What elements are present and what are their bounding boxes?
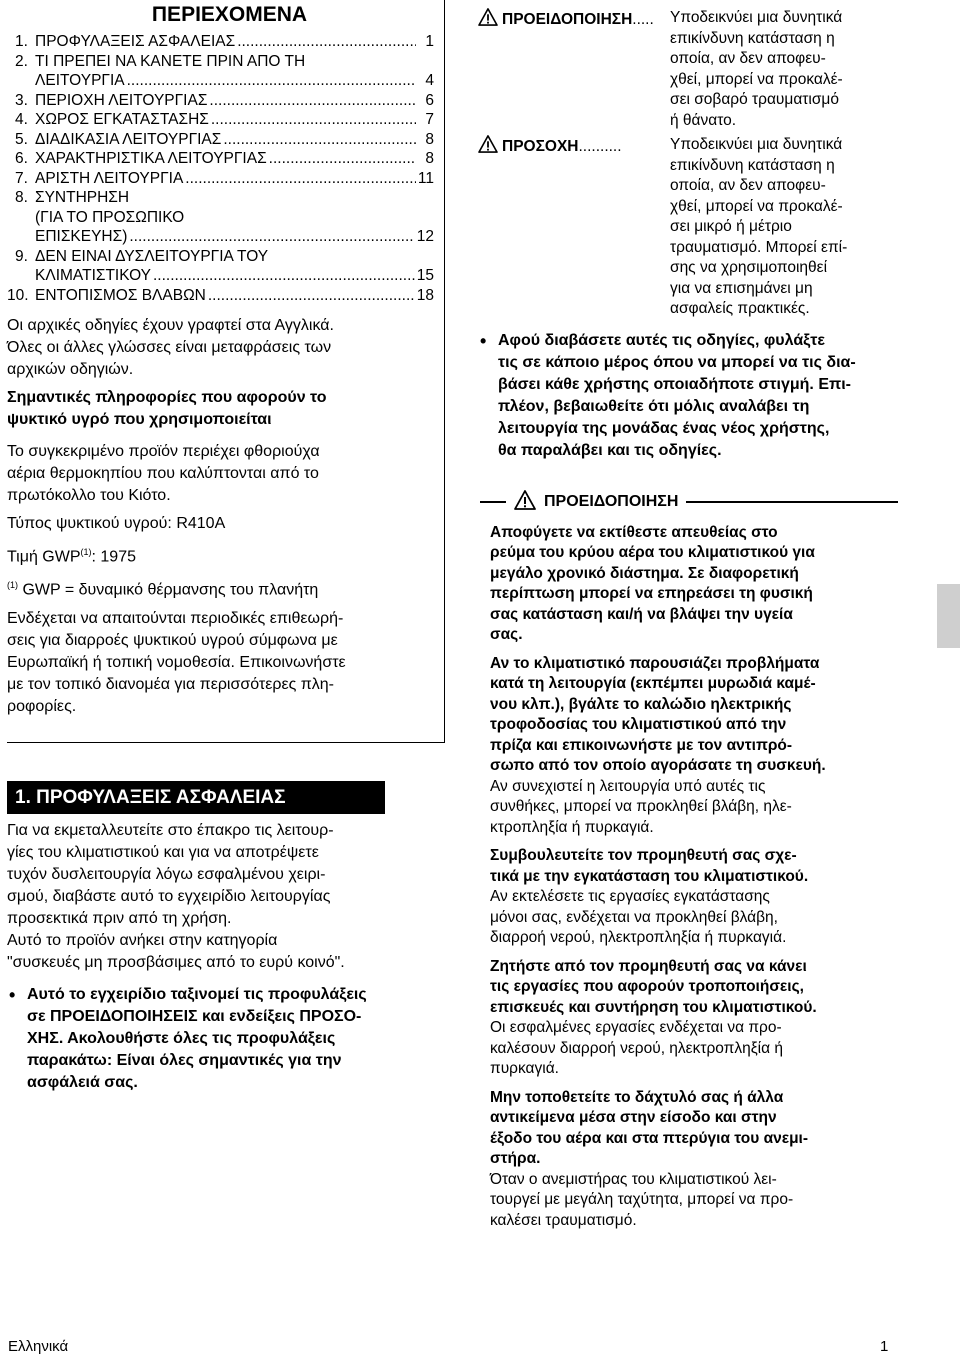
toc-item-page: 18 (416, 286, 434, 304)
toc-item-title: ΚΛΙΜΑΤΙΣΤΙΚΟΥ (35, 267, 151, 284)
text-line: ασφάλειά σας. (27, 1073, 138, 1091)
text-line: σει μικρό ή μέτριο (670, 218, 792, 235)
definition-term (478, 8, 654, 33)
toc-item-page: 7 (425, 111, 434, 128)
text-line: σωπο από τον οποίο αγοράσατε τη συσκευή. (490, 757, 826, 774)
toc-item[interactable] (7, 188, 434, 247)
toc-item-page: 4 (425, 72, 434, 89)
text-line: επικίνδυνη κατάσταση η (670, 156, 835, 174)
warning-header (480, 490, 898, 515)
text-line: τροφοδοσίας του κλιματιστικού από την (490, 716, 787, 733)
warning-triangle-icon (478, 135, 498, 160)
toc-item-page: 8 (425, 150, 434, 167)
text-line: συνθήκες, μπορεί να προκληθεί βλάβη, ηλε- (490, 798, 792, 815)
warning-triangle-icon (478, 8, 498, 33)
toc-item-page: 8 (425, 130, 434, 148)
text-line: ΧΗΣ. Ακολουθήστε όλες τις προφυλάξεις (27, 1029, 336, 1047)
toc-item-title: ΠΡΟΦΥΛΑΞΕΙΣ ΑΣΦΑΛΕΙΑΣ (35, 33, 236, 50)
text-line: έξοδο του αέρα και στα πτερύγια του ανεμι- (490, 1129, 809, 1147)
gwp-footnote: $^{(1)}$ GWP = δυναμικό θέρμανσης του πλανήτη (7, 580, 319, 599)
text-line: τυχόν δυσλειτουργία λόγω εσφαλμένου χειρι- (7, 865, 326, 883)
text-line: οποία, αν δεν αποφευ- (670, 50, 826, 67)
text-line: επικίνδυνη κατάσταση η (670, 29, 835, 47)
warning-triangle-icon (514, 490, 536, 515)
text-line: λειτουργία της μονάδας ένας νέος χρήστης, (498, 419, 830, 437)
toc-item-title: ΠΕΡΙΟΧΗ ΛΕΙΤΟΥΡΓΙΑΣ (35, 91, 208, 109)
toc-item-title: (ΓΙΑ ΤΟ ΠΡΟΣΩΠΙΚΟ (35, 208, 185, 226)
toc-item[interactable] (7, 130, 434, 150)
text-line: Συμβουλευτείτε τον προμηθευτή σας σχε- (490, 847, 797, 864)
text-line: επισκευές και συντήρηση του κλιματιστικού. (490, 998, 817, 1016)
text-line: σμού, διαβάστε αυτό το εγχειρίδιο λειτουργίας (7, 887, 331, 905)
toc-item-title: ΧΑΡΑΚΤΗΡΙΣΤΙΚΑ ΛΕΙΤΟΥΡΓΙΑΣ (35, 150, 267, 167)
text-line: τις σε κάποιο μέρος όπου να μπορεί να τις δια- (498, 353, 856, 371)
warning-paragraph (478, 846, 898, 887)
toc-item-page: 1 (425, 33, 434, 50)
text-line: θα παραλάβει και τις οδηγίες. (498, 441, 722, 459)
text-line: τουργεί με μεγάλη ταχύτητα, μπορεί να προ- (490, 1191, 794, 1208)
text-line: προσεκτικά πριν από τη χρήση. (7, 909, 232, 927)
text-line: τις εργασίες που αφορούν τροποποιήσεις, (490, 978, 804, 995)
toc-item-number: 1. (15, 33, 28, 50)
text-line: καλέσουν διαρροή νερού, ηλεκτροπληξία ή (490, 1039, 784, 1057)
text-line: μόνοι σας, ενδέχεται να προκληθεί βλάβη, (490, 908, 778, 926)
warning-paragraph (478, 1018, 898, 1080)
toc-item-number: 6. (15, 150, 28, 167)
warning-paragraph (478, 1170, 898, 1232)
toc-item-title: ΛΕΙΤΟΥΡΓΙΑ (35, 72, 125, 89)
warning-paragraph (478, 654, 898, 777)
definition-leader-dots: ..... (632, 11, 654, 28)
toc-item-number: 3. (15, 91, 28, 109)
definition-term-label: ΠΡΟΕΙΔΟΠΟΙΗΣΗ (502, 11, 633, 28)
text-line: μεγάλο χρονικό διάστημα. Σε διαφορετική (490, 564, 799, 582)
toc-item-page: 6 (425, 91, 434, 109)
toc-item-number: 5. (15, 130, 28, 148)
text-line: "συσκευές μη προσβάσιμες από το ευρύ κοινό". (7, 953, 345, 971)
text-line: οποία, αν δεν αποφευ- (670, 177, 826, 194)
footer-page-number: 1 (880, 1338, 889, 1355)
text-line: κατά τη λειτουργία (εκπέμπει μυρωδιά καμέ- (490, 675, 816, 692)
text-line: Ευρωπαϊκή ή τοπική νομοθεσία. Επικοινωνήστε (7, 653, 346, 671)
text-line: • Αφού διαβάσετε αυτές τις οδηγίες, φυλάξτε (498, 331, 826, 349)
greenhouse-gases-note (7, 441, 434, 507)
toc-item[interactable] (7, 52, 434, 91)
toc-item[interactable] (7, 110, 434, 130)
languages-note (7, 315, 434, 381)
text-line: Ζητήστε από τον προμηθευτή σας να κάνει (490, 957, 807, 975)
toc-item-title: ΑΡΙΣΤΗ ΛΕΙΤΟΥΡΓΙΑ (35, 169, 184, 187)
toc-item[interactable] (7, 247, 434, 286)
text-line: πλέον, βεβαιωθείτε ότι μόλις αναλάβει τη (498, 397, 810, 415)
definitions (478, 8, 898, 320)
toc-item-title: ΤΙ ΠΡΕΠΕΙ ΝΑ ΚΑΝΕΤΕ ΠΡΙΝ ΑΠΟ ΤΗ (35, 52, 306, 70)
keep-instructions-bullet (478, 330, 898, 462)
text-line: παρακάτω: Είναι όλες σημαντικές για την (27, 1051, 342, 1069)
warning-paragraph (478, 1088, 898, 1170)
text-line: Αποφύγετε να εκτίθεστε απευθείας στο (490, 523, 778, 541)
text-line: • Αυτό το εγχειρίδιο ταξινομεί τις προφυλάξεις (27, 985, 367, 1003)
side-tab-marker (937, 584, 960, 648)
text-line: νου κλπ.), βγάλτε το καλώδιο ηλεκτρικής (490, 695, 792, 713)
text-line: Οι εσφαλμένες εργασίες ενδέχεται να προ- (490, 1019, 782, 1036)
text-line: ρεύμα του κρύου αέρα του κλιματιστικού για (490, 544, 815, 561)
text-line: Όλες οι άλλες γλώσσες είναι μεταφράσεις των (7, 339, 332, 356)
warning-paragraphs (478, 523, 898, 1232)
text-line: σας. (490, 626, 523, 643)
definition-entry (478, 135, 898, 320)
text-line: Για να εκμεταλλευτείτε στο έπακρο τις λειτουρ- (7, 821, 334, 839)
text-line: χθεί, μπορεί να προκαλέ- (670, 197, 843, 215)
definition-body (478, 135, 898, 320)
toc-item-number: 8. (15, 189, 28, 206)
definition-term-label: ΠΡΟΣΟΧΗ (502, 138, 579, 155)
inspections-note (7, 608, 434, 718)
toc-item-title: ΣΥΝΤΗΡΗΣΗ (35, 189, 130, 206)
text-line: Οι αρχικές οδηγίες έχουν γραφτεί στα Αγγλικά. (7, 317, 334, 334)
text-line: Μην τοποθετείτε το δάχτυλό σας ή άλλα (490, 1088, 784, 1106)
toc-item-page: 12 (416, 228, 434, 245)
toc-item[interactable] (7, 149, 434, 169)
text-line: Υποδεικνύει μια δυνητικά (670, 136, 843, 153)
contents-box (7, 0, 445, 743)
text-line: Το συγκεκριμένο προϊόν περιέχει φθοριούχα (7, 443, 320, 460)
text-line: περίπτωση μπορεί να επηρεάσει τη φυσική (490, 585, 813, 602)
text-line: αέρια θερμοκηπίου που καλύπτονται από το (7, 465, 319, 482)
section-1-intro (7, 820, 445, 974)
footer-language: Ελληνικά (8, 1338, 69, 1355)
left-column (7, 0, 445, 1094)
text-line: ασφαλείς πρακτικές. (670, 300, 810, 317)
definition-leader-dots: .......... (578, 138, 622, 155)
gwp-value: Τιμή GWP$^{(1)}$: 1975 (7, 547, 136, 566)
text-line: Ενδέχεται να απαιτούνται περιοδικές επιθεωρή- (7, 609, 344, 627)
toc-list (7, 32, 434, 305)
warning-paragraph (478, 957, 898, 1019)
text-line: πρίζα και επικοινωνήστε με τον αντιπρό- (490, 736, 793, 754)
text-line: πυρκαγιά. (490, 1060, 559, 1077)
text-line: ροφορίες. (7, 697, 77, 715)
toc-item-title: ΕΠΙΣΚΕΥΗΣ) (35, 228, 128, 245)
text-line: Όταν ο ανεμιστήρας του κλιματιστικού λει- (490, 1170, 777, 1188)
toc-item-title: ΔΕΝ ΕΙΝΑΙ ΔΥΣΛΕΙΤΟΥΡΓΙΑ ΤΟΥ (35, 247, 269, 265)
warning-paragraph (478, 523, 898, 646)
toc-item[interactable] (7, 32, 434, 52)
definition-entry (478, 8, 898, 131)
text-line: Αυτό το προϊόν ανήκει στην κατηγορία (7, 931, 278, 949)
toc-title: ΠΕΡΙΕΧΟΜΕΝΑ (151, 3, 308, 26)
text-line: αρχικών οδηγιών. (7, 361, 134, 378)
text-line: Σημαντικές πληροφορίες που αφορούν το (7, 389, 327, 406)
right-column (478, 0, 898, 1231)
text-line: στήρα. (490, 1150, 541, 1167)
toc-item[interactable] (7, 286, 434, 306)
text-line: καλέσει τραυματισμό. (490, 1211, 637, 1229)
toc-item-number: 9. (15, 247, 28, 265)
toc-item-title: ΕΝΤΟΠΙΣΜΟΣ ΒΛΑΒΩΝ (35, 286, 206, 304)
warning-paragraph (478, 777, 898, 839)
toc-item[interactable] (7, 91, 434, 111)
toc-item-number: 7. (15, 169, 28, 187)
text-line: ψυκτικό υγρό που χρησιμοποιείται (7, 411, 272, 428)
toc-item-title: ΔΙΑΔΙΚΑΣΙΑ ΛΕΙΤΟΥΡΓΙΑΣ (35, 130, 222, 148)
text-line: γίες του κλιματιστικού και για να αποτρέψετε (7, 843, 319, 861)
text-line: πρωτόκολλο του Κιότο. (7, 487, 171, 504)
warning-label: ΠΡΟΕΙΔΟΠΟΙΗΣΗ (544, 493, 679, 510)
text-line: Αν συνεχιστεί η λειτουργία υπό αυτές τις (490, 777, 766, 795)
section-1-heading: 1. ΠΡΟΦΥΛΑΞΕΙΣ ΑΣΦΑΛΕΙΑΣ (7, 781, 385, 814)
text-line: σης να χρησιμοποιηθεί (670, 259, 828, 276)
classification-bullet (7, 984, 445, 1094)
text-line: σε ΠΡΟΕΙΔΟΠΟΙΗΣΕΙΣ και ενδείξεις ΠΡΟΣΟ- (27, 1007, 362, 1025)
toc-item-page: 15 (416, 267, 434, 284)
toc-item[interactable] (7, 169, 434, 189)
toc-item-title: ΧΩΡΟΣ ΕΓΚΑΤΑΣΤΑΣΗΣ (35, 111, 209, 128)
text-line: με τον τοπικό διανομέα για περισσότερες πλη- (7, 675, 335, 693)
text-line: διαρροή νερού, ηλεκτροπληξία ή πυρκαγιά. (490, 929, 787, 946)
definition-term (478, 135, 622, 160)
text-line: τραυματισμό. Μπορεί επί- (670, 238, 848, 256)
text-line: τικά με την εγκατάσταση του κλιματιστικού. (490, 867, 809, 885)
toc-item-number: 2. (15, 52, 28, 70)
toc-item-number: 10. (7, 286, 29, 304)
text-line: Αν το κλιματιστικό παρουσιάζει προβλήματα (490, 654, 820, 672)
text-line: αντικείμενα μέσα στην είσοδο και στην (490, 1109, 777, 1126)
toc-item-number: 4. (15, 111, 28, 128)
text-line: σεις για διαρροές ψυκτικού υγρού σύμφωνα με (7, 631, 338, 649)
text-line: για να επισημάνει μη (670, 279, 813, 297)
text-line: κτροπληξία ή πυρκαγιά. (490, 818, 654, 836)
text-line: βάσει κάθε χρήστης οποιαδήποτε στιγμή. Επι- (498, 375, 852, 393)
text-line: σας κατάσταση και/ή να βλάψει την υγεία (490, 605, 793, 623)
refrigerant-type: Τύπος ψυκτικού υγρού: R410A (7, 515, 226, 532)
refrigerant-heading (7, 387, 434, 431)
text-line: χθεί, μπορεί να προκαλέ- (670, 70, 843, 88)
text-line: Υποδεικνύει μια δυνητικά (670, 9, 843, 26)
toc-item-page: 11 (417, 169, 434, 187)
text-line: ή θάνατο. (670, 111, 737, 129)
warning-paragraph (478, 887, 898, 949)
text-line: Αν εκτελέσετε τις εργασίες εγκατάστασης (490, 888, 770, 905)
text-line: σει σοβαρό τραυματισμό (670, 91, 839, 108)
